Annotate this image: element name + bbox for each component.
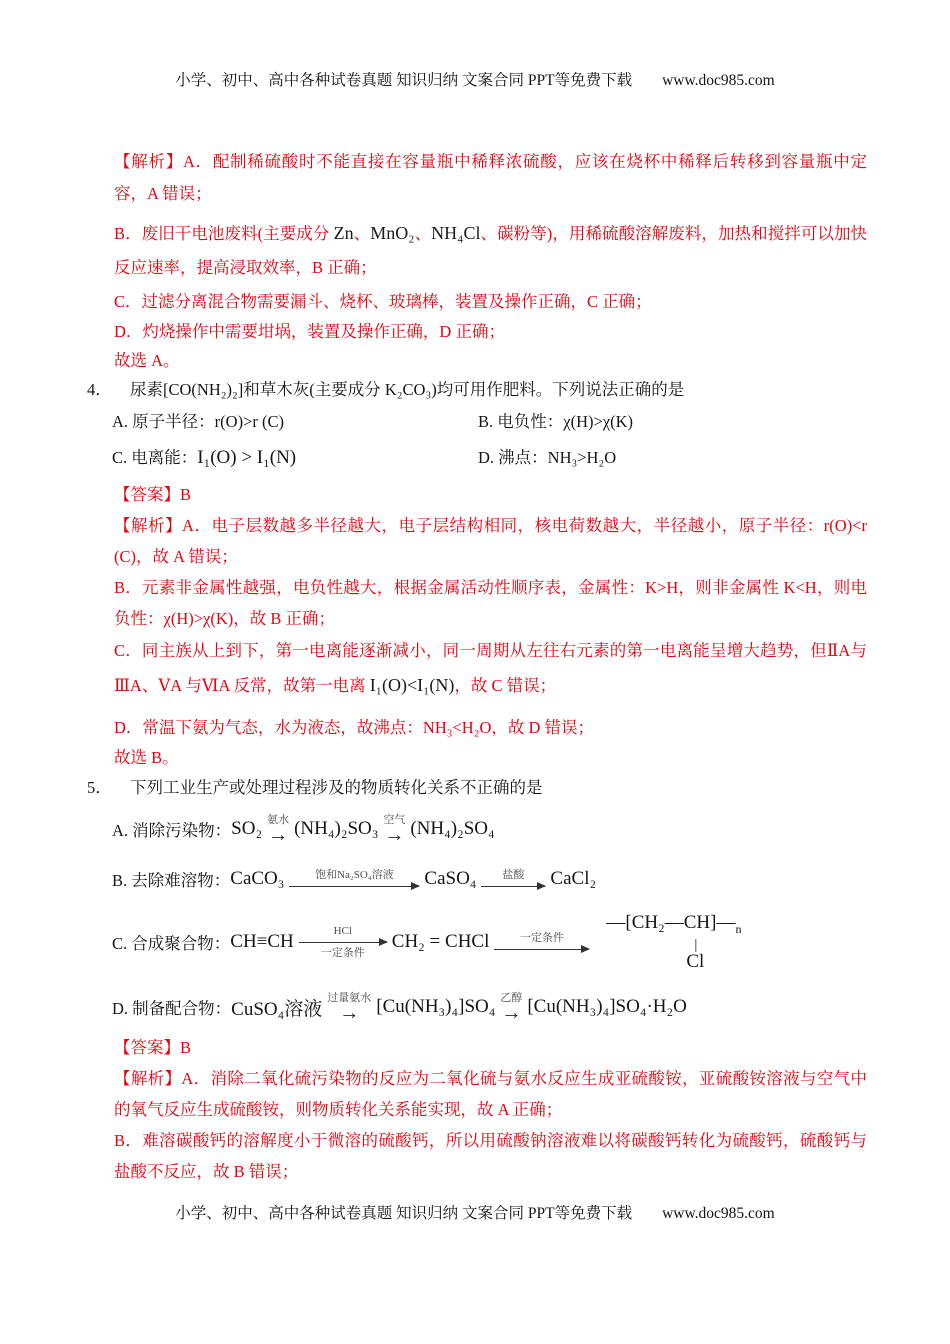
formula-nh4cl: NH₄Cl bbox=[431, 223, 481, 243]
arrow-condition-label: 乙醇 bbox=[500, 992, 523, 1004]
q4-option-c bbox=[112, 438, 478, 478]
arrow-shaft bbox=[494, 949, 589, 950]
q4-analysis-line-a: 【解析】A．电子层数越多半径越大，电子层结构相同，核电荷数越大，半径越小，原子半径：r(O)<r (C)，故 A 错误； bbox=[114, 516, 867, 566]
reaction-arrow-hcl bbox=[299, 924, 387, 960]
question-4-options-row-2 bbox=[112, 438, 950, 478]
q4-option-c-formula: I₁(O) > I₁(N) bbox=[197, 447, 297, 468]
q5-option-a bbox=[112, 803, 950, 855]
document-content bbox=[0, 146, 950, 1187]
polymer-subscript-n: n bbox=[735, 921, 742, 936]
reaction-arrow-excess-ammonia bbox=[327, 992, 371, 1022]
footer-website-url: www.doc985.com bbox=[662, 1205, 775, 1222]
formula-copper-ammine-sulfate: [Cu(NH₃)₄]SO₄ bbox=[376, 996, 496, 1017]
q5-option-d bbox=[112, 981, 950, 1033]
q4-analysis-c-text-post: ，故 C 错误； bbox=[454, 676, 557, 695]
formula-mno2: MnO₂ bbox=[370, 223, 415, 243]
reaction-arrow-ammonia bbox=[267, 814, 289, 844]
q3-analysis-line-b bbox=[114, 216, 867, 285]
q3-analysis-line-c: C．过滤分离混合物需要漏斗、烧杯、玻璃棒，装置及操作正确，C 正确； bbox=[114, 292, 652, 311]
arrow-condition-label: 氨水 bbox=[267, 814, 290, 826]
polymer-backbone bbox=[606, 912, 741, 940]
question-4-options-row-1 bbox=[112, 405, 950, 438]
header-website-url: www.doc985.com bbox=[662, 72, 775, 89]
q3-analysis-b-sep2: 、 bbox=[414, 224, 432, 243]
q5-option-b-label: B. 去除难溶物： bbox=[112, 871, 231, 890]
q3-analysis-b-text-post: 、碳粉等)，用稀硫酸溶解废料，加热和搅拌可以加快反应速率，提高浸取效率，B 正确； bbox=[114, 224, 868, 277]
q4-analysis-c-text-pre: C．同主族从上到下，第一电离能逐渐减小，同一周期从左往右元素的第一电离能呈增大趋势，但ⅡA与ⅢA、ⅤA 与ⅥA 反常，故第一电离 bbox=[114, 641, 867, 695]
arrow-shaft bbox=[289, 886, 419, 887]
q4-analysis-line-b: B．元素非金属性越强，电负性越大，根据金属活动性顺序表，金属性：K>H，则非金属性 K<H，则电负性：χ(H)>χ(K)，故 B 正确； bbox=[114, 578, 867, 628]
q4-analysis-conclusion: 故选 B。 bbox=[114, 748, 179, 767]
reaction-arrow-hcl-acid bbox=[481, 868, 545, 890]
formula-so2: SO₂ bbox=[231, 818, 263, 839]
arrow-condition-label-below: 一定条件 bbox=[320, 947, 365, 959]
q5-analysis-line-a: 【解析】A．消除二氧化硫污染物的反应为二氧化硫与氨水反应生成亚硫酸铵，亚硫酸铵溶液与空气中的氧气反应生成硫酸铵，则物质转化关系能实现，故 A 正确； bbox=[114, 1069, 867, 1119]
question-5-number: 5． bbox=[87, 778, 112, 797]
q3-analysis-b-text-pre: B．废旧干电池废料(主要成分 bbox=[114, 224, 334, 243]
q3-analysis-line-a: 【解析】A．配制稀硫酸时不能直接在容量瓶中稀释浓硫酸，应该在烧杯中稀释后转移到容量瓶中定容，A 错误； bbox=[114, 152, 867, 203]
footer-site-slogan: 小学、初中、高中各种试卷真题 知识归纳 文案合同 PPT等免费下载 bbox=[175, 1205, 633, 1222]
q5-analysis-line-b: B．难溶碳酸钙的溶解度小于微溶的硫酸钙，所以用硫酸钠溶液难以将碳酸钙转化为硫酸钙，硫酸钙与盐酸不反应，故 B 错误； bbox=[114, 1131, 867, 1181]
reaction-arrow-ethanol bbox=[500, 992, 522, 1022]
formula-ionization-energy: I₁(O)<I₁(N) bbox=[369, 675, 455, 695]
q4-analysis-line-d: D．常温下氨为气态，水为液态，故沸点：NH₃<H₂O，故 D 错误； bbox=[114, 718, 595, 737]
arrow-condition-label: HCl bbox=[333, 925, 352, 937]
arrow-condition-label: 过量氨水 bbox=[327, 992, 372, 1004]
q4-option-d: D. 沸点：NH₃>H₂O bbox=[478, 448, 617, 467]
q5-option-c bbox=[112, 903, 950, 981]
question-4-stem bbox=[87, 375, 950, 405]
formula-ammonium-sulfate: (NH₄)₂SO₄ bbox=[410, 818, 495, 839]
arrow-condition-label: 空气 bbox=[383, 814, 406, 826]
formula-acetylene: CH≡CH bbox=[230, 931, 294, 952]
formula-ammonium-sulfite: (NH₄)₂SO₃ bbox=[294, 818, 379, 839]
arrow-shaft bbox=[299, 942, 387, 943]
polymer-bracket-open: —[ bbox=[606, 911, 632, 933]
question-4-text: 尿素[CO(NH₂)₂]和草木灰(主要成分 K₂CO₃)均可用作肥料。下列说法正确的是 bbox=[130, 380, 685, 399]
header-site-slogan: 小学、初中、高中各种试卷真题 知识归纳 文案合同 PPT等免费下载 bbox=[175, 72, 633, 89]
reaction-arrow-conditions bbox=[494, 931, 589, 953]
q5-option-b bbox=[112, 855, 950, 903]
right-arrow-icon: → bbox=[384, 824, 405, 846]
q4-answer: 【答案】B bbox=[114, 485, 192, 504]
q5-option-c-label: C. 合成聚合物： bbox=[112, 934, 231, 953]
right-arrow-icon: → bbox=[339, 1002, 360, 1024]
page-header bbox=[0, 0, 950, 90]
formula-cacl2: CaCl₂ bbox=[550, 868, 597, 889]
formula-vinyl-chloride: CH₂ = CHCl bbox=[391, 931, 490, 952]
page-footer bbox=[0, 1201, 950, 1223]
q3-analysis-conclusion: 故选 A。 bbox=[114, 351, 180, 370]
polymer-chain: CH₂—CH bbox=[631, 911, 711, 933]
polymer-bracket-close: ]— bbox=[710, 911, 736, 933]
formula-caco3: CaCO₃ bbox=[230, 868, 285, 889]
arrow-condition-label: 饱和Na₂SO₄溶液 bbox=[315, 869, 394, 881]
q5-answer: 【答案】B bbox=[114, 1038, 192, 1057]
formula-pvc-polymer bbox=[606, 912, 741, 973]
question-4-number: 4． bbox=[87, 380, 112, 399]
right-arrow-icon: → bbox=[268, 824, 289, 846]
q4-option-c-label: C. 电离能： bbox=[112, 448, 198, 467]
q3-analysis-b-sep1: 、 bbox=[353, 224, 371, 243]
q5-option-a-label: A. 消除污染物： bbox=[112, 821, 232, 840]
arrow-shaft bbox=[481, 886, 545, 887]
q5-option-d-label: D. 制备配合物： bbox=[112, 999, 232, 1018]
polymer-vertical-bond: | bbox=[694, 937, 698, 954]
polymer-cl-substituent: Cl bbox=[686, 951, 705, 973]
reaction-arrow-na2so4 bbox=[289, 868, 419, 890]
question-5-stem bbox=[87, 773, 950, 803]
reaction-arrow-air bbox=[383, 814, 405, 844]
formula-zn: Zn bbox=[333, 223, 354, 243]
q3-analysis-line-d: D．灼烧操作中需要坩埚，装置及操作正确，D 正确； bbox=[114, 322, 505, 341]
q4-option-a: A. 原子半径：r(O)>r (C) bbox=[112, 412, 284, 431]
arrow-condition-label: 盐酸 bbox=[502, 869, 525, 881]
question-5-text: 下列工业生产或处理过程涉及的物质转化关系不正确的是 bbox=[130, 778, 543, 797]
right-arrow-icon: → bbox=[501, 1002, 522, 1024]
formula-cuso4-solution: CuSO₄溶液 bbox=[231, 998, 323, 1020]
q4-option-b: B. 电负性：χ(H)>χ(K) bbox=[478, 412, 634, 431]
formula-copper-ammine-sulfate-hydrate: [Cu(NH₃)₄]SO₄·H₂O bbox=[527, 996, 687, 1017]
formula-caso4: CaSO₄ bbox=[424, 868, 477, 889]
q4-analysis-line-c bbox=[114, 634, 867, 703]
arrow-condition-label: 一定条件 bbox=[519, 932, 564, 944]
